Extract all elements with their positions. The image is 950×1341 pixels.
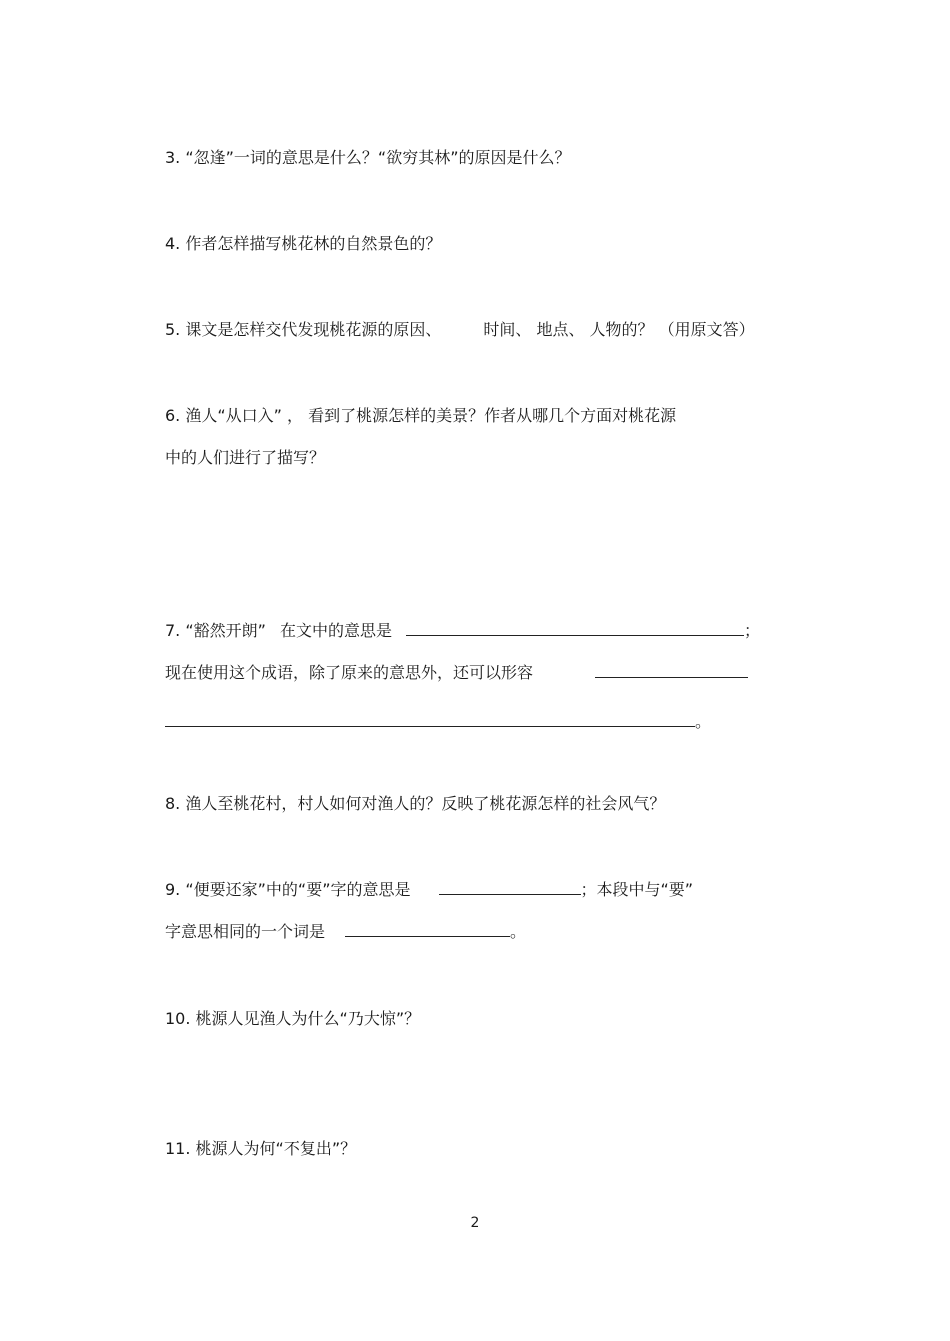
question-10: 10. 桃源人见渔人为什么“乃大惊”？	[165, 1009, 421, 1028]
page-number: 2	[470, 1215, 480, 1231]
question-7-term: 7. “豁然开朗”	[165, 621, 266, 640]
answer-blank-7a[interactable]	[406, 621, 744, 636]
question-9-prompt: 9. “便要还家”中的“要”字的意思是	[165, 880, 411, 899]
question-7-line-2	[165, 662, 748, 684]
question-5	[165, 319, 755, 341]
question-6-line-1: 6. 渔人“从口入” ， 看到了桃源怎样的美景？作者从哪几个方面对桃花源	[165, 406, 677, 425]
answer-blank-7b[interactable]	[595, 663, 748, 678]
question-7-usage-prompt: 现在使用这个成语，除了原来的意思外，还可以形容	[165, 663, 534, 682]
answer-blank-7c[interactable]	[165, 712, 695, 727]
question-6-line-2: 中的人们进行了描写？	[165, 448, 326, 467]
question-5-part-2: 时间、 地点、 人物的？ （用原文答）	[483, 320, 755, 339]
question-9-line-1	[165, 879, 693, 901]
question-3: 3. “忽逢”一词的意思是什么？“欲穷其林”的原因是什么？	[165, 148, 571, 167]
question-4: 4. 作者怎样描写桃花林的自然景色的？	[165, 234, 442, 253]
question-7-line-1	[165, 620, 760, 642]
question-9-word-prompt: 字意思相同的一个词是	[165, 922, 326, 941]
question-7-period: 。	[695, 712, 712, 731]
question-9-line-2	[165, 921, 526, 943]
question-5-part-1: 5. 课文是怎样交代发现桃花源的原因、	[165, 320, 442, 339]
question-9-period: 。	[510, 922, 527, 941]
question-9-continuation: ；本段中与“要”	[580, 880, 694, 899]
answer-blank-9a[interactable]	[439, 880, 581, 895]
question-7-prompt: 在文中的意思是	[279, 621, 392, 640]
question-7-line-3	[165, 711, 711, 733]
answer-blank-9b[interactable]	[345, 922, 510, 937]
question-8: 8. 渔人至桃花村，村人如何对渔人的？反映了桃花源怎样的社会风气？	[165, 794, 666, 813]
question-11: 11. 桃源人为何“不复出”？	[165, 1139, 357, 1158]
question-7-semicolon: ；	[743, 621, 760, 640]
